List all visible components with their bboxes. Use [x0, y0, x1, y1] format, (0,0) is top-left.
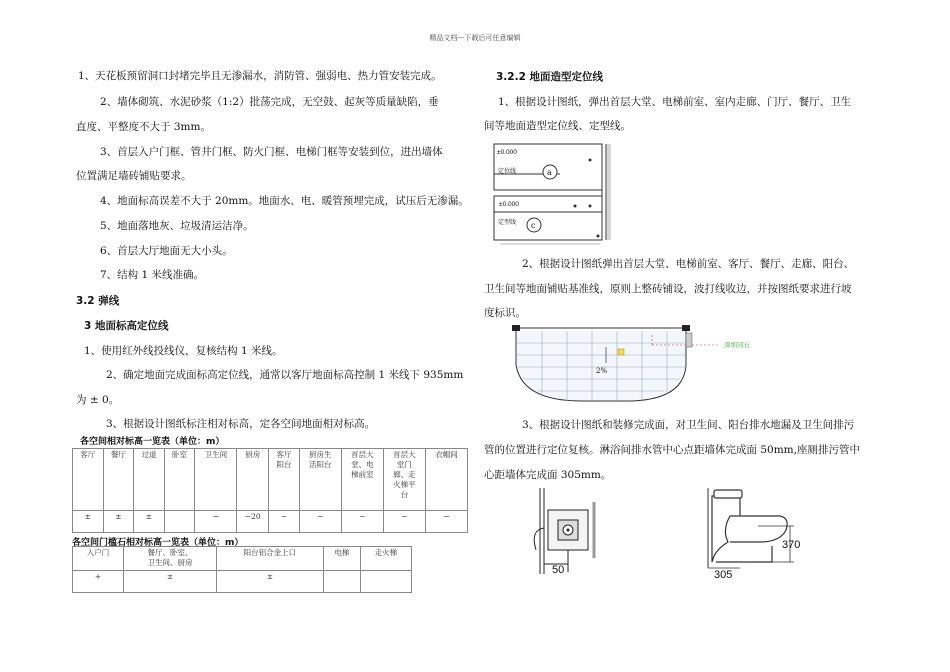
para-5: 5、地面落地灰、垃圾清运洁净。 — [100, 220, 254, 232]
table2-value-cell: ± — [216, 571, 323, 593]
table1-caption: 各空间相对标高一览表（单位：m） — [80, 437, 225, 447]
table2-header-cell: 阳台铝合金上口 — [216, 547, 323, 571]
fig3-dim: 50 — [552, 564, 565, 574]
relative-elevation-table — [72, 448, 468, 533]
table1-header-cell: 过道 — [134, 449, 165, 511]
table1-value-cell: −20 — [237, 511, 269, 533]
table2-header-cell: 电梯 — [323, 547, 360, 571]
table1-header-cell: 卫生间 — [195, 449, 237, 511]
para-q2a: 2、确定地面完成面标高定位线，通常以客厅地面标高控制 1 米线下 935mm — [106, 369, 464, 381]
para-r2a: 2、根据设计图纸弹出首层大堂、电梯前室、客厅、餐厅、走廊、阳台、 — [522, 258, 855, 270]
table1-value-cell — [164, 511, 195, 533]
para-r3b: 管的位置进行定位复核。淋浴间排水管中心点距墙体完成面 50mm,座厕排污管中 — [484, 444, 860, 456]
table1-header-cell: 厨房 — [237, 449, 269, 511]
para-r3a: 3、根据设计图纸和装修完成面，对卫生间、阳台排水地漏及卫生间排污 — [522, 419, 855, 431]
table2-caption: 各空间门槛石相对标高一览表（单位：m） — [72, 538, 244, 548]
fig1-circle-2: c — [531, 221, 536, 230]
floor-drain-figure — [528, 488, 604, 574]
para-6: 6、首层大厅地面无大小头。 — [100, 245, 233, 257]
para-7: 7、结构 1 米线准确。 — [100, 269, 205, 281]
fig1-circle-1: a — [547, 168, 552, 177]
floor-slope-figure — [512, 325, 762, 403]
section-heading-3-2-2: 3.2.2 地面造型定位线 — [496, 71, 604, 83]
table2-value-cell — [323, 571, 360, 593]
para-2b: 直度、平整度不大于 3mm。 — [76, 121, 211, 133]
table1-header-cell: 衣帽间 — [425, 449, 467, 511]
toilet-outlet-figure — [700, 486, 810, 578]
table1-value-cell: ± — [103, 511, 134, 533]
table1-header-cell: 首层大 堂门 廊、走 火梯平 台 — [383, 449, 425, 511]
table2-header-cell: 入户门 — [73, 547, 124, 571]
fig4-dim-width: 305 — [714, 569, 733, 578]
para-q1: 1、使用红外线投线仪，复核结构 1 米线。 — [84, 345, 283, 357]
fig1-level-1: ±0.000 — [497, 149, 517, 156]
para-q3: 3、根据设计图纸标注相对标高，定各空间地面相对标高。 — [106, 418, 376, 430]
subsection-heading: 3 地面标高定位线 — [84, 320, 169, 332]
fig1-label-1: 定位线 — [498, 168, 517, 175]
page-header: 精品文档---下载后可任意编辑 — [429, 34, 521, 42]
table1-header-cell: 厨房生 活阳台 — [299, 449, 341, 511]
section-heading-3-2: 3.2 弹线 — [76, 295, 120, 307]
fig4-dim-height: 370 — [782, 539, 801, 551]
para-r1a: 1、根据设计图纸，弹出首层大堂、电梯前室、室内走廊、门厅、餐厅、卫生 — [498, 96, 852, 108]
para-r1b: 间等地面造型定位线、定型线。 — [484, 120, 631, 132]
table1-header-cell: 客厅 阳台 — [269, 449, 300, 511]
para-r2b: 卫生间等地面铺贴基准线，原则上整砖铺设，波打线收边，并按图纸要求进行坡 — [484, 283, 852, 295]
table1-header-cell: 首层大 堂、电 梯前室 — [341, 449, 383, 511]
fig1-level-2: ±0.000 — [499, 201, 519, 208]
table1-value-cell: − — [425, 511, 467, 533]
table1-header-cell: 客厅 — [73, 449, 104, 511]
para-4: 4、地面标高误差不大于 20mm。地面水、电、暖管预埋完成，试压后无渗漏。 — [100, 195, 469, 207]
table2-value-cell — [360, 571, 411, 593]
table1-value-cell: − — [341, 511, 383, 533]
table1-value-cell: ± — [134, 511, 165, 533]
table2-header-cell: 走火梯 — [360, 547, 411, 571]
fig2-slope: 2% — [596, 367, 608, 375]
para-r3c: 心距墙体完成面 305mm。 — [484, 469, 612, 481]
fig2-label: 深圳同石 — [724, 341, 750, 349]
table1-value-cell: ± — [73, 511, 104, 533]
table1-value-cell: − — [269, 511, 300, 533]
para-3a: 3、首层入户门框、管井门框、防火门框、电梯门框等安装到位，进出墙体 — [100, 146, 443, 158]
table2-header-cell: 餐厅、卧室、 卫生间、厨房 — [124, 547, 217, 571]
table2-value-cell: + — [73, 571, 124, 593]
table2-value-cell: ± — [124, 571, 217, 593]
table1-value-cell: − — [195, 511, 237, 533]
floor-pattern-layout-figure — [490, 140, 615, 252]
para-q2b: 为 ± 0。 — [76, 394, 120, 406]
fig1-label-2: 定型线 — [498, 219, 517, 226]
para-1: 1、天花板预留洞口封堵完毕且无渗漏水，消防管、强弱电、热力管安装完成。 — [78, 70, 442, 82]
table1-value-cell: − — [299, 511, 341, 533]
para-r2c: 度标识。 — [484, 307, 526, 319]
para-2a: 2、墙体砌筑、水泥砂浆（1:2）批荡完成，无空鼓、起灰等质量缺陷，垂 — [100, 96, 439, 108]
table1-header-cell: 卧室 — [164, 449, 195, 511]
table1-value-cell: − — [383, 511, 425, 533]
threshold-elevation-table — [72, 546, 412, 593]
table1-header-cell: 餐厅 — [103, 449, 134, 511]
para-3b: 位置满足墙砖铺贴要求。 — [76, 170, 192, 182]
